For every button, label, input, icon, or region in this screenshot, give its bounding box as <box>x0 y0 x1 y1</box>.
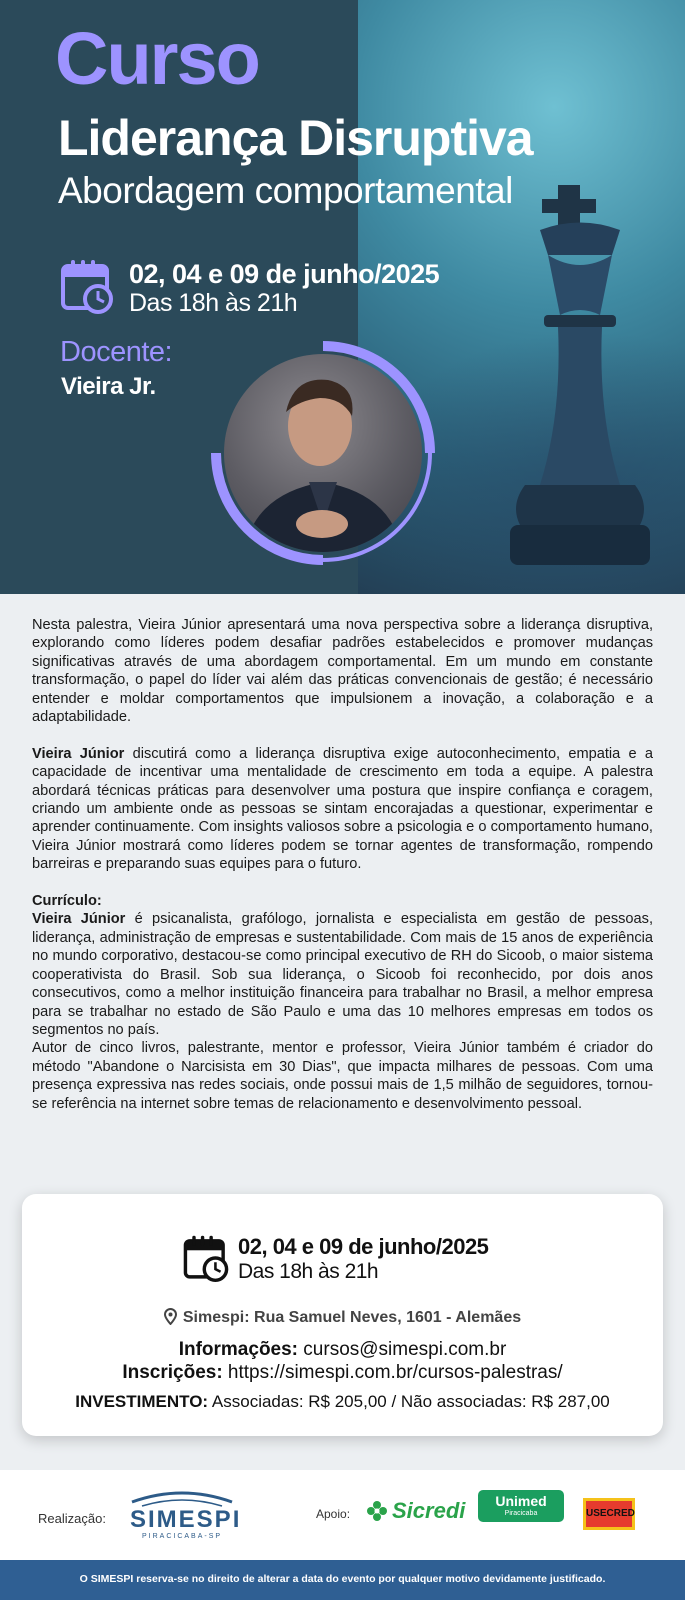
card-event-time: Das 18h às 21h <box>238 1260 379 1283</box>
usecred-logo: USECRED <box>583 1498 635 1530</box>
course-title: Liderança Disruptiva <box>58 110 533 166</box>
chess-king-icon <box>500 185 660 585</box>
inscricoes-url-link[interactable]: https://simespi.com.br/cursos-palestras/ <box>222 1362 563 1383</box>
calendar-clock-icon <box>60 258 114 314</box>
sponsors-strip <box>0 1470 685 1560</box>
realizacao-label: Realização: <box>38 1511 106 1526</box>
info-line: Informações: cursos@simespi.com.br <box>178 1339 507 1360</box>
docente-name: Vieira Jr. <box>61 373 156 400</box>
sicredi-flower-icon <box>366 1500 388 1522</box>
event-location: Simespi: Rua Samuel Neves, 1601 - Alemães <box>22 1308 663 1327</box>
simespi-subtitle: PIRACICABA-SP <box>142 1533 223 1540</box>
disclaimer-bar <box>0 1560 685 1600</box>
docente-label: Docente: <box>60 336 173 368</box>
curriculo-label: Currículo: <box>32 893 102 910</box>
hero-banner <box>0 0 685 594</box>
description-paragraph-2: Vieira Júnior discutirá como a liderança disruptiva exige autoconhecimento, empatia e a capacidade de incentivar uma mentalidade de crescimento em toda a equipe. A palestra abordará técnicas práticas para desenvolver uma postura que inspire confiança e coragem, criando um ambiente onde as pessoas se sintam encorajadas a questionar, experimentar e aprender continuamente. Com insights valiosos sobre a psicologia e o comportamento humano, Vieira Júnior mostrará como líderes podem se tornar agentes de transformação, rompendo barreiras e preparando suas equipes para o futuro. <box>32 745 654 873</box>
contact-info <box>22 1338 663 1384</box>
docente-photo <box>224 354 422 552</box>
curriculo-paragraph-1: Vieira Júnior é psicanalista, grafólogo, jornalista e especialista em gestão de pessoas, liderança, administração de empresas e sustentabilidade. Com mais de 15 anos de experiência no mundo corporativo, destacou-se como principal executivo de RH do Sicoob, o maior sistema cooperativista do Brasil. Sob sua liderança, o Sicoob foi reconhecido, por dois anos consecutivos, como a melhor instituição financeira para trabalhar no Brasil, a melhor empresa para se trabalhar no estado de São Paulo e uma das 10 melhores empresas em todos os segmentos no país. <box>32 911 654 1038</box>
info-email-link[interactable]: cursos@simespi.com.br <box>298 1339 507 1360</box>
course-subtitle: Abordagem comportamental <box>58 170 513 211</box>
curriculo-section <box>32 892 653 1113</box>
location-pin-icon <box>164 1308 177 1325</box>
course-description <box>32 616 653 1113</box>
course-kicker: Curso <box>55 17 259 100</box>
apoio-label: Apoio: <box>316 1507 351 1521</box>
calendar-clock-icon <box>182 1234 230 1282</box>
hero-event-date: 02, 04 e 09 de junho/2025 <box>129 259 440 289</box>
curriculo-paragraph-2: Autor de cinco livros, palestrante, mentor e professor, Vieira Júnior também é criador do método "Abandone o Narcisista em 30 Dias", que impacta milhares de pessoas. Com uma presença expressiva nas redes sociais, onde possui mais de 1,5 milhão de seguidores, tornou-se referência na internet sobre temas de relacionamento e desenvolvimento pessoal. <box>32 1040 653 1112</box>
disclaimer-text: O SIMESPI reserva-se no direito de alterar a data do evento por qualquer motivo devidamente justificado. <box>79 1573 606 1585</box>
description-paragraph-1: Nesta palestra, Vieira Júnior apresentará uma nova perspectiva sobre a liderança disruptiva, explorando como líderes podem desafiar padrões estabelecidos e promover mudanças significativas através de uma abordagem comportamental. Em um mundo em constante transformação, o papel do líder vai além das práticas convencionais de gestão; é necessário entender e moldar comportamentos que impulsionem a inovação, a colaboração e a adaptabilidade. <box>32 617 653 726</box>
card-event-date: 02, 04 e 09 de junho/2025 <box>238 1234 489 1259</box>
unimed-logo: Unimed Piracicaba <box>478 1490 564 1522</box>
simespi-wordmark: SIMESPI <box>130 1506 242 1533</box>
hero-event-time: Das 18h às 21h <box>129 289 298 317</box>
speaker-name-bold: Vieira Júnior <box>32 745 125 762</box>
inscricoes-line: Inscrições: https://simespi.com.br/cursos-palestras/ <box>122 1362 563 1383</box>
investment-line: INVESTIMENTO: Associadas: R$ 205,00 / Não associadas: R$ 287,00 <box>75 1392 610 1411</box>
sicredi-logo: Sicredi <box>366 1498 465 1524</box>
event-info-card <box>22 1194 663 1436</box>
